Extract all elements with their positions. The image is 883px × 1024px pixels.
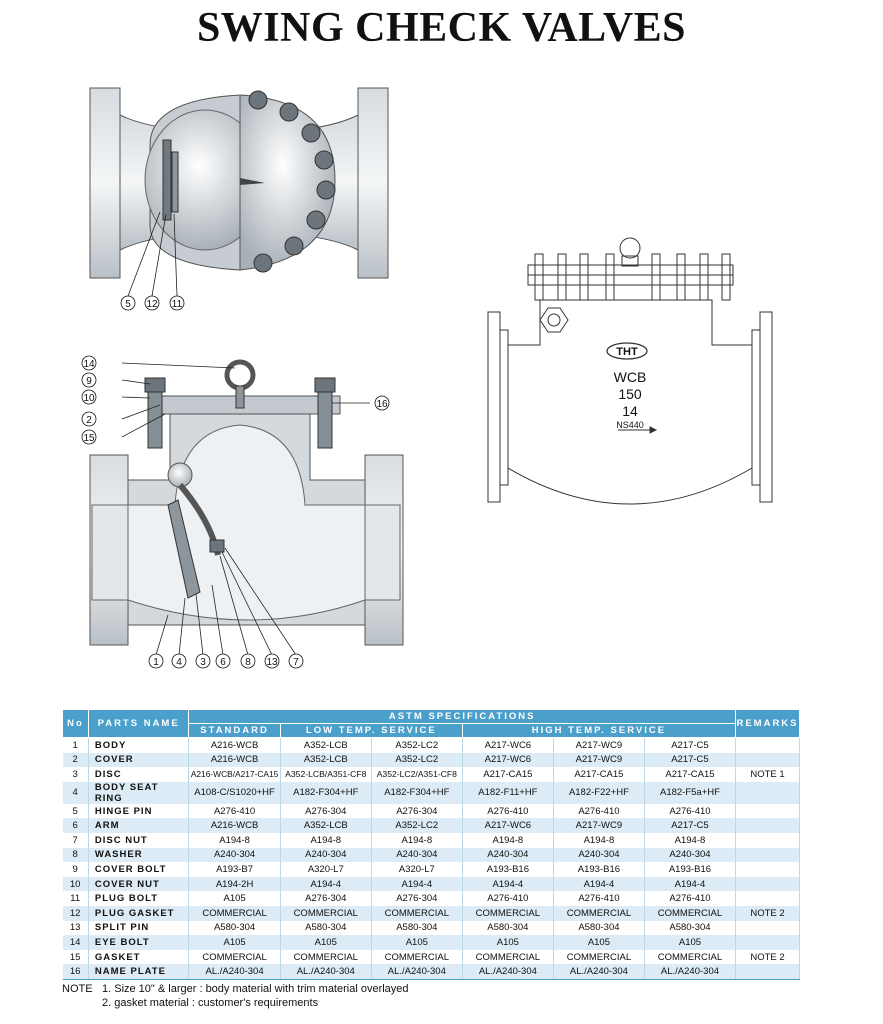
spec-cell: AL./A240-304 [371,964,462,979]
spec-cell: A193-B7 [189,862,280,877]
part-name: SPLIT PIN [88,921,189,936]
row-number: 10 [63,877,89,892]
spec-cell: A352-LC2/A351-CF8 [371,767,462,782]
row-number: 12 [63,906,89,921]
spec-cell: A240-304 [644,848,735,863]
header-standard: STANDARD [189,724,280,738]
callout: 13 [266,657,278,668]
spec-cell: A217-CA15 [462,767,553,782]
spec-cell: A352-LCB/A351-CF8 [280,767,371,782]
spec-cell: A193-B16 [462,862,553,877]
table-row [63,848,800,863]
spec-cell: A352-LC2 [371,818,462,833]
table-row [63,738,800,753]
spec-cell: A240-304 [371,848,462,863]
callout: 8 [245,657,251,668]
spec-cell: A194-8 [553,833,644,848]
spec-cell: AL./A240-304 [462,964,553,979]
spec-cell: COMMERCIAL [280,906,371,921]
part-name: COVER [88,753,189,768]
spec-cell: AL./A240-304 [644,964,735,979]
spec-cell: A194-8 [644,833,735,848]
remark-cell [735,921,799,936]
callout: 3 [200,657,206,668]
plate-brand: THT [616,346,638,358]
spec-cell: A182-F304+HF [280,782,371,804]
spec-cell: A217-WC6 [462,818,553,833]
header-high-temp: HIGH TEMP. SERVICE [462,724,735,738]
spec-cell: AL./A240-304 [280,964,371,979]
remark-cell [735,891,799,906]
callout: 2 [86,415,92,426]
header-low-temp: LOW TEMP. SERVICE [280,724,462,738]
spec-cell: COMMERCIAL [462,950,553,965]
table-row [63,767,800,782]
row-number: 11 [63,891,89,906]
spec-cell: COMMERCIAL [553,950,644,965]
header-remarks: REMARKS [735,710,799,738]
row-number: 6 [63,818,89,833]
spec-cell: A580-304 [462,921,553,936]
table-row [63,753,800,768]
table-row [63,833,800,848]
spec-cell: A217-C5 [644,818,735,833]
row-number: 3 [63,767,89,782]
spec-cell: COMMERCIAL [553,906,644,921]
table-row [63,921,800,936]
spec-cell: AL./A240-304 [189,964,280,979]
spec-cell: A105 [189,935,280,950]
part-name: ARM [88,818,189,833]
note-1: 1. Size 10" & larger : body material with trim material overlayed [102,983,409,995]
remark-cell [735,738,799,753]
header-astm: ASTM SPECIFICATIONS [189,710,736,724]
part-name: COVER BOLT [88,862,189,877]
remark-cell [735,862,799,877]
row-number: 1 [63,738,89,753]
spec-cell: A352-LCB [280,753,371,768]
row-number: 8 [63,848,89,863]
spec-cell: A216-WCB [189,738,280,753]
remark-cell [735,935,799,950]
part-name: BODY [88,738,189,753]
part-name: NAME PLATE [88,964,189,979]
part-name: PLUG BOLT [88,891,189,906]
spec-cell: A352-LCB [280,738,371,753]
spec-cell: A240-304 [280,848,371,863]
notes-label: NOTE [62,983,93,995]
spec-cell: A217-C5 [644,738,735,753]
spec-cell: COMMERCIAL [644,950,735,965]
row-number: 4 [63,782,89,804]
remark-cell: NOTE 2 [735,906,799,921]
plate-class: 150 [618,386,642,402]
part-name: BODY SEAT RING [88,782,189,804]
spec-cell: A276-304 [371,891,462,906]
row-number: 5 [63,804,89,819]
page-title: SWING CHECK VALVES [196,5,687,51]
table-row [63,804,800,819]
spec-cell: COMMERCIAL [371,906,462,921]
table-row [63,782,800,804]
spec-cell: A217-WC9 [553,738,644,753]
spec-cell: A276-304 [371,804,462,819]
spec-cell: A580-304 [371,921,462,936]
spec-cell: A216-WCB [189,753,280,768]
remark-cell: NOTE 1 [735,767,799,782]
spec-cell: A276-304 [280,891,371,906]
spec-cell: A105 [462,935,553,950]
spec-cell: A194-4 [553,877,644,892]
spec-cell: AL./A240-304 [553,964,644,979]
spec-cell: A217-CA15 [644,767,735,782]
spec-cell: A194-2H [189,877,280,892]
spec-cell: COMMERCIAL [371,950,462,965]
spec-cell: A217-WC9 [553,753,644,768]
spec-cell: A276-304 [280,804,371,819]
spec-cell: A182-F22+HF [553,782,644,804]
header-parts-name: PARTS NAME [88,710,189,738]
callout: 5 [125,299,131,310]
callout: 16 [376,399,388,410]
remark-cell [735,848,799,863]
spec-cell: A217-CA15 [553,767,644,782]
spec-cell: A217-C5 [644,753,735,768]
spec-cell: A352-LC2 [371,738,462,753]
spec-cell: A194-8 [280,833,371,848]
spec-cell: A320-L7 [280,862,371,877]
materials-table [62,709,800,980]
plate-code: NS440 [616,420,644,430]
spec-cell: A240-304 [553,848,644,863]
spec-cell: COMMERCIAL [189,950,280,965]
spec-cell: A194-4 [644,877,735,892]
remark-cell [735,818,799,833]
spec-cell: A320-L7 [371,862,462,877]
row-number: 7 [63,833,89,848]
valve-section-view [82,356,403,668]
spec-cell: A276-410 [462,891,553,906]
note-2: 2. gasket material : customer's requirements [102,997,319,1009]
spec-cell: A352-LC2 [371,753,462,768]
spec-cell: A105 [189,891,280,906]
callout: 10 [83,393,95,404]
spec-cell: A580-304 [644,921,735,936]
spec-cell: A194-8 [462,833,553,848]
spec-cell: A276-410 [553,804,644,819]
part-name: HINGE PIN [88,804,189,819]
callout: 7 [293,657,299,668]
part-name: COVER NUT [88,877,189,892]
remark-cell [735,877,799,892]
table-row [63,862,800,877]
callout: 4 [176,657,182,668]
spec-cell: A276-410 [189,804,280,819]
remark-cell [735,964,799,979]
spec-cell: A216-WCB [189,818,280,833]
spec-cell: A276-410 [553,891,644,906]
spec-cell: A182-F5a+HF [644,782,735,804]
table-row [63,935,800,950]
remark-cell [735,833,799,848]
spec-cell: A217-WC6 [462,753,553,768]
table-row [63,906,800,921]
spec-cell: COMMERCIAL [189,906,280,921]
spec-cell: A580-304 [280,921,371,936]
spec-cell: A194-8 [371,833,462,848]
spec-cell: A217-WC6 [462,738,553,753]
callout: 15 [83,433,95,444]
row-number: 13 [63,921,89,936]
table-body [63,738,800,980]
callout: 14 [83,359,95,370]
remark-cell: NOTE 2 [735,950,799,965]
spec-cell: A105 [644,935,735,950]
callout: 12 [146,299,158,310]
spec-cell: COMMERCIAL [644,906,735,921]
spec-cell: COMMERCIAL [462,906,553,921]
spec-cell: A105 [371,935,462,950]
callout: 6 [220,657,226,668]
spec-cell: A217-WC9 [553,818,644,833]
notes [62,982,409,1010]
spec-cell: A580-304 [553,921,644,936]
spec-cell: COMMERCIAL [280,950,371,965]
valve-exterior-view [90,88,388,310]
table-row [63,964,800,979]
row-number: 14 [63,935,89,950]
row-number: 15 [63,950,89,965]
part-name: GASKET [88,950,189,965]
spec-cell: A194-4 [371,877,462,892]
spec-cell: A276-410 [644,891,735,906]
spec-cell: A240-304 [189,848,280,863]
table-row [63,818,800,833]
remark-cell [735,804,799,819]
table-row [63,891,800,906]
spec-cell: A193-B16 [644,862,735,877]
spec-cell: A182-F304+HF [371,782,462,804]
callout: 1 [153,657,159,668]
spec-cell: A352-LCB [280,818,371,833]
spec-cell: A108-C/S1020+HF [189,782,280,804]
part-name: PLUG GASKET [88,906,189,921]
remark-cell [735,753,799,768]
part-name: WASHER [88,848,189,863]
table-row [63,950,800,965]
remark-cell [735,782,799,804]
part-name: EYE BOLT [88,935,189,950]
row-number: 9 [63,862,89,877]
table-row [63,877,800,892]
spec-cell: A240-304 [462,848,553,863]
callout: 9 [86,376,92,387]
plate-material: WCB [613,369,647,385]
plate-size: 14 [622,403,638,419]
spec-cell: A105 [553,935,644,950]
spec-cell: A105 [280,935,371,950]
spec-cell: A194-4 [462,877,553,892]
spec-cell: A194-8 [189,833,280,848]
spec-cell: A182-F11+HF [462,782,553,804]
spec-cell: A193-B16 [553,862,644,877]
part-name: DISC [88,767,189,782]
spec-cell: A216-WCB/A217-CA15 [189,767,280,782]
spec-cell: A276-410 [462,804,553,819]
header-no: No [63,710,89,738]
row-number: 16 [63,964,89,979]
part-name: DISC NUT [88,833,189,848]
spec-cell: A580-304 [189,921,280,936]
row-number: 2 [63,753,89,768]
spec-cell: A194-4 [280,877,371,892]
callout: 11 [171,299,183,310]
spec-cell: A276-410 [644,804,735,819]
